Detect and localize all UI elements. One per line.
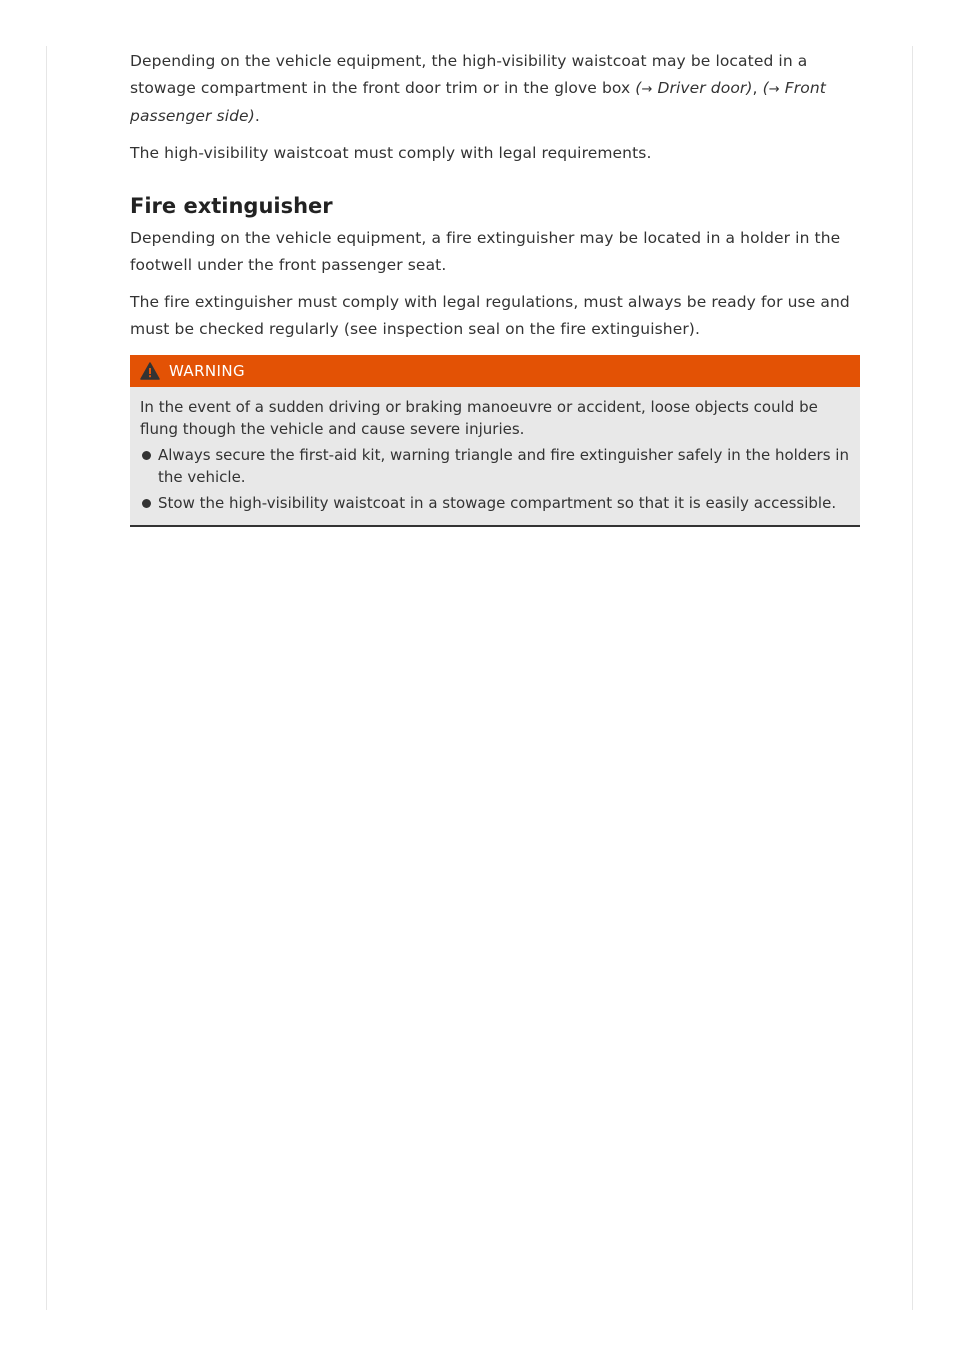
page-margin-rule-left	[46, 46, 47, 1310]
section-heading-fire-extinguisher: Fire extinguisher	[130, 194, 333, 218]
warning-title: WARNING	[169, 362, 245, 380]
intro-paragraph-end: .	[254, 107, 260, 125]
warning-list-item-text: Always secure the first-aid kit, warning triangle and fire extinguisher safely in the holders in the vehicle.	[158, 446, 849, 486]
front-passenger-side-link-label: Front passenger side	[130, 79, 826, 125]
bullet-icon	[142, 451, 151, 460]
warning-list-item	[140, 492, 850, 514]
fire-extinguisher-location-paragraph: Depending on the vehicle equipment, a fire extinguisher may be located in a holder in the footwell under the front passenger seat.	[130, 229, 841, 274]
page-margin-rule-right	[912, 46, 913, 1310]
intro-paragraph	[130, 48, 860, 130]
bullet-icon	[142, 499, 151, 508]
arrow-right-icon: →	[768, 82, 780, 97]
legal-requirements-paragraph: The high-visibility waistcoat must comply with legal requirements.	[130, 144, 652, 162]
warning-list-item-text: Stow the high-visibility waistcoat in a stowage compartment so that it is easily accessible.	[158, 494, 837, 512]
warning-triangle-icon	[140, 362, 160, 380]
warning-list-item	[140, 444, 850, 488]
intro-paragraph-text: Depending on the vehicle equipment, the high-visibility waistcoat may be located in a stowage compartment in the front door trim or in the glove box	[130, 52, 808, 97]
warning-body-text: In the event of a sudden driving or braking manoeuvre or accident, loose objects could be flung though the vehicle and cause severe injuries.	[140, 398, 818, 438]
front-passenger-side-link[interactable]: (→ Front passenger side)	[130, 79, 826, 125]
fire-extinguisher-regulations-paragraph: The fire extinguisher must comply with legal regulations, must always be ready for use and must be checked regularly (see inspection seal on the fire extinguisher).	[130, 293, 850, 338]
warning-header	[130, 355, 860, 387]
arrow-right-icon: →	[641, 82, 653, 97]
page-content	[130, 48, 860, 527]
driver-door-link-label: Driver door	[657, 79, 747, 97]
warning-list	[140, 444, 850, 514]
warning-body	[130, 387, 860, 527]
warning-box	[130, 355, 860, 527]
link-separator: ,	[752, 79, 763, 97]
driver-door-link[interactable]: (→ Driver door)	[635, 79, 753, 97]
